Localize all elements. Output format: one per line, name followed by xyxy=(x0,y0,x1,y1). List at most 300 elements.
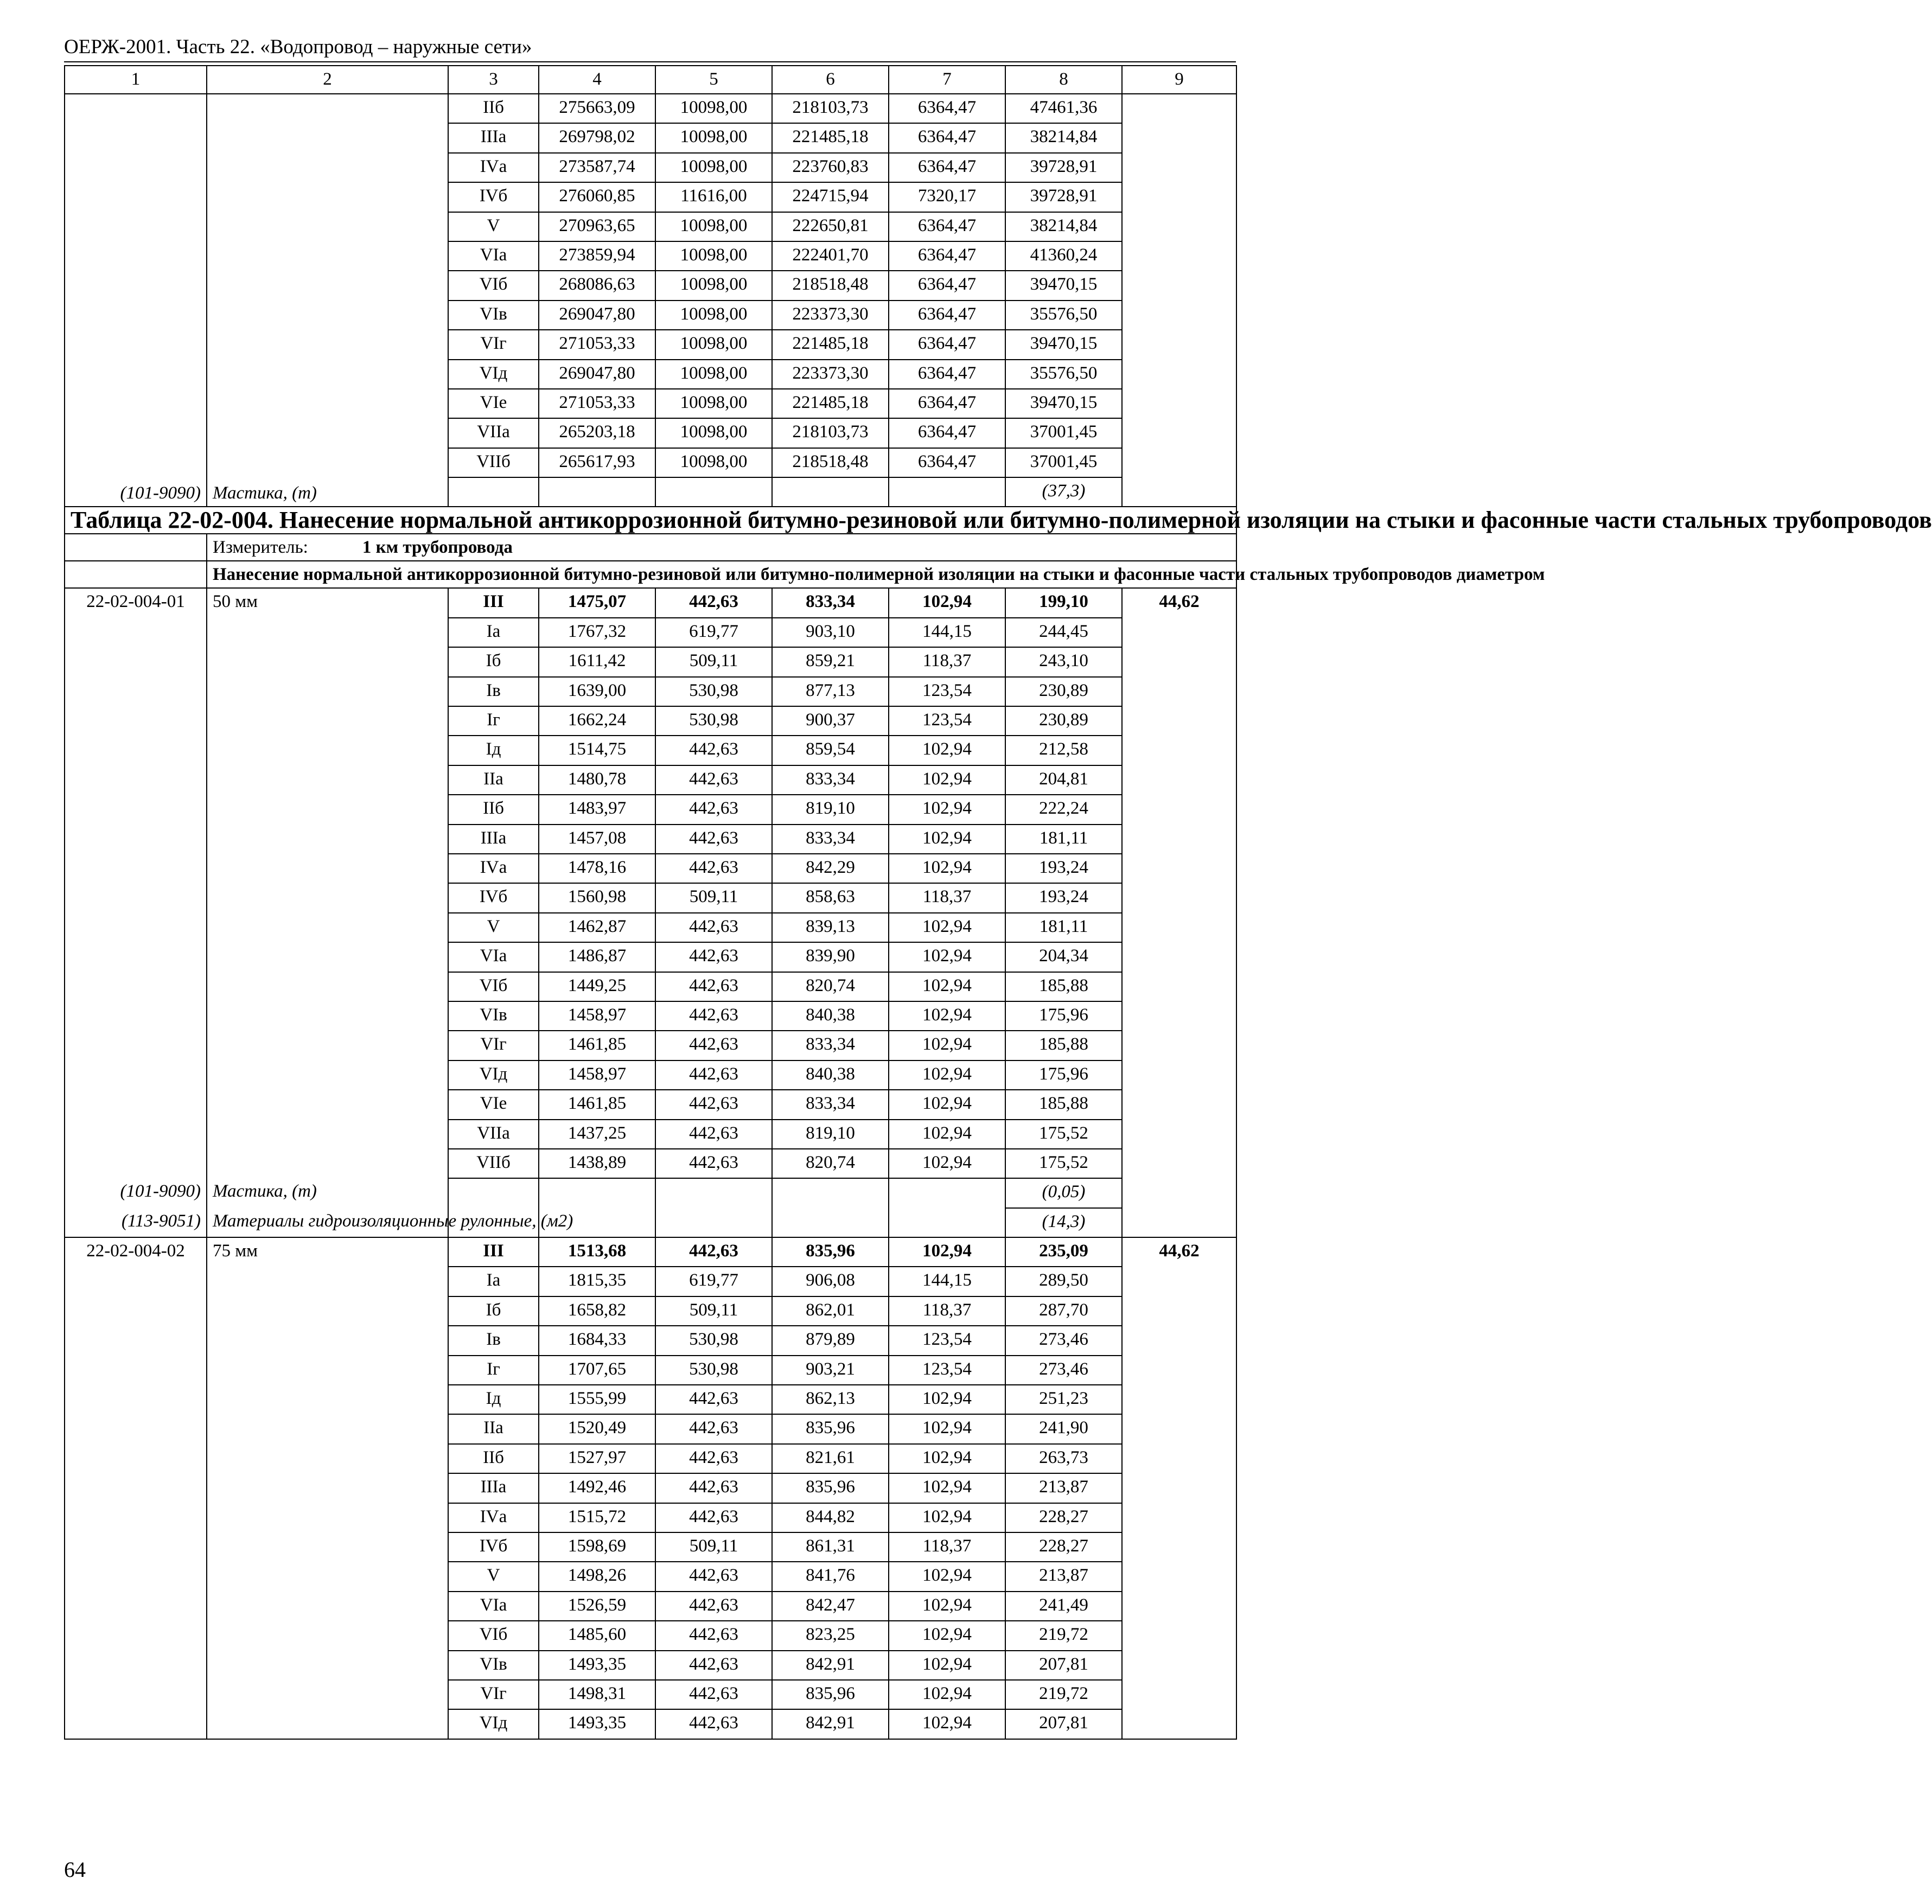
value-cell: 442,63 xyxy=(655,913,772,942)
item-code: 22-02-004-02 xyxy=(65,1237,207,1739)
value-cell: 185,88 xyxy=(1005,972,1122,1001)
value-cell: 11616,00 xyxy=(655,182,772,212)
value-cell: 219,72 xyxy=(1005,1621,1122,1650)
subtitle: Нанесение нормальной антикоррозионной битумно-резиновой или битумно-полимерной изоляции на стыки и фасонные части стальных трубопроводов диаметром xyxy=(207,561,1236,588)
value-cell: 877,13 xyxy=(772,677,889,706)
measure-cell xyxy=(207,534,1236,561)
value-cell: 273,46 xyxy=(1005,1356,1122,1385)
value-cell: 833,34 xyxy=(772,588,889,617)
value-cell: 102,94 xyxy=(889,1090,1005,1119)
page-number: 64 xyxy=(64,1857,86,1882)
value-cell: 442,63 xyxy=(655,1680,772,1709)
zone-code: Iа xyxy=(448,1267,539,1296)
value-cell: 442,63 xyxy=(655,972,772,1001)
value-cell: 223373,30 xyxy=(772,301,889,330)
value-cell: 900,37 xyxy=(772,706,889,736)
zone-code: VIд xyxy=(448,1060,539,1090)
measure-value: 1 км трубопровода xyxy=(362,538,513,558)
value-cell: 241,49 xyxy=(1005,1592,1122,1621)
material-code: (101-9090) xyxy=(65,1178,207,1207)
value-cell: 219,72 xyxy=(1005,1680,1122,1709)
value-cell: 442,63 xyxy=(655,1592,772,1621)
value-cell: 251,23 xyxy=(1005,1385,1122,1414)
value-cell: 230,89 xyxy=(1005,706,1122,736)
value-cell: 1662,24 xyxy=(539,706,655,736)
value-cell: 37001,45 xyxy=(1005,448,1122,477)
empty-cell xyxy=(539,477,655,507)
table-body xyxy=(65,66,1932,1739)
value-cell: 1611,42 xyxy=(539,647,655,676)
value-cell: 230,89 xyxy=(1005,677,1122,706)
value-cell: 442,63 xyxy=(655,1120,772,1149)
material-value: (14,3) xyxy=(1005,1208,1122,1237)
value-cell: 530,98 xyxy=(655,1356,772,1385)
value-cell: 193,24 xyxy=(1005,883,1122,912)
zone-code: VIв xyxy=(448,1651,539,1680)
value-cell: 442,63 xyxy=(655,1562,772,1591)
zone-code: VIе xyxy=(448,389,539,418)
empty-cell xyxy=(889,477,1005,507)
value-cell: 102,94 xyxy=(889,1562,1005,1591)
value-cell: 839,13 xyxy=(772,913,889,942)
value-cell: 844,82 xyxy=(772,1503,889,1532)
value-cell: 276060,85 xyxy=(539,182,655,212)
value-cell: 222650,81 xyxy=(772,212,889,241)
value-cell: 221485,18 xyxy=(772,123,889,152)
value-cell: 181,11 xyxy=(1005,825,1122,854)
price-table xyxy=(64,65,1932,1740)
value-cell: 1475,07 xyxy=(539,588,655,617)
value-cell: 1493,35 xyxy=(539,1651,655,1680)
value-cell: 235,09 xyxy=(1005,1237,1122,1267)
value-cell: 102,94 xyxy=(889,1001,1005,1031)
table-row xyxy=(65,94,1236,123)
value-cell: 102,94 xyxy=(889,765,1005,795)
value-cell: 6364,47 xyxy=(889,418,1005,448)
value-cell: 1461,85 xyxy=(539,1031,655,1060)
zone-code: V xyxy=(448,1562,539,1591)
value-cell: 442,63 xyxy=(655,1473,772,1503)
zone-code: VIв xyxy=(448,1001,539,1031)
value-cell: 35576,50 xyxy=(1005,301,1122,330)
value-cell: 271053,33 xyxy=(539,330,655,359)
value-cell: 906,08 xyxy=(772,1267,889,1296)
value-cell: 244,45 xyxy=(1005,618,1122,647)
column-number: 1 xyxy=(65,66,207,94)
zone-code: V xyxy=(448,913,539,942)
value-cell: 819,10 xyxy=(772,795,889,824)
value-cell: 6364,47 xyxy=(889,271,1005,300)
value-cell: 102,94 xyxy=(889,1680,1005,1709)
value-cell: 1639,00 xyxy=(539,677,655,706)
item-code: 22-02-004-01 xyxy=(65,588,207,1178)
value-cell: 269047,80 xyxy=(539,360,655,389)
column-number: 9 xyxy=(1122,66,1236,94)
value-cell: 839,90 xyxy=(772,942,889,972)
value-cell: 102,94 xyxy=(889,1621,1005,1650)
header-rule xyxy=(64,61,1236,62)
column-9-cell xyxy=(1122,94,1236,507)
value-cell: 102,94 xyxy=(889,1592,1005,1621)
zone-code: Iб xyxy=(448,647,539,676)
zone-code: IVб xyxy=(448,1532,539,1562)
value-cell: 118,37 xyxy=(889,883,1005,912)
value-cell: 835,96 xyxy=(772,1414,889,1443)
value-cell: 861,31 xyxy=(772,1532,889,1562)
value-cell: 118,37 xyxy=(889,1296,1005,1326)
value-cell: 39470,15 xyxy=(1005,389,1122,418)
value-cell: 10098,00 xyxy=(655,153,772,182)
value-cell: 213,87 xyxy=(1005,1473,1122,1503)
value-cell: 273859,94 xyxy=(539,241,655,271)
zone-code: Iв xyxy=(448,1326,539,1355)
value-cell: 840,38 xyxy=(772,1001,889,1031)
value-cell: 10098,00 xyxy=(655,389,772,418)
value-cell: 102,94 xyxy=(889,1385,1005,1414)
column-number-row xyxy=(65,66,1236,94)
zone-code: Iв xyxy=(448,677,539,706)
value-cell: 530,98 xyxy=(655,1326,772,1355)
value-cell: 39728,91 xyxy=(1005,153,1122,182)
value-cell: 243,10 xyxy=(1005,647,1122,676)
zone-code: IIIа xyxy=(448,825,539,854)
value-cell: 442,63 xyxy=(655,1031,772,1060)
value-cell: 39728,91 xyxy=(1005,182,1122,212)
value-cell: 144,15 xyxy=(889,618,1005,647)
zone-code: Iд xyxy=(448,1385,539,1414)
value-cell: 102,94 xyxy=(889,1709,1005,1739)
zone-code: Iб xyxy=(448,1296,539,1326)
subtitle-row xyxy=(65,561,1236,588)
value-cell: 102,94 xyxy=(889,795,1005,824)
zone-code: III xyxy=(448,1237,539,1267)
value-cell: 842,91 xyxy=(772,1651,889,1680)
value-cell: 199,10 xyxy=(1005,588,1122,617)
value-cell: 181,11 xyxy=(1005,913,1122,942)
zone-code: Iг xyxy=(448,1356,539,1385)
table-title: Таблица 22-02-004. Нанесение нормальной антикоррозионной битумно-резиновой или битумно-полимерной изоляции на стыки и фасонные части стальных трубопроводов xyxy=(65,507,1236,534)
value-cell: 1658,82 xyxy=(539,1296,655,1326)
value-cell: 6364,47 xyxy=(889,360,1005,389)
empty-cell xyxy=(772,477,889,507)
value-cell: 102,94 xyxy=(889,1237,1005,1267)
zone-code: VIб xyxy=(448,972,539,1001)
value-cell: 218103,73 xyxy=(772,418,889,448)
value-cell: 118,37 xyxy=(889,1532,1005,1562)
value-cell: 102,94 xyxy=(889,1060,1005,1090)
value-cell: 10098,00 xyxy=(655,301,772,330)
value-cell: 221485,18 xyxy=(772,389,889,418)
value-cell: 38214,84 xyxy=(1005,123,1122,152)
value-cell: 1520,49 xyxy=(539,1414,655,1443)
value-cell: 10098,00 xyxy=(655,360,772,389)
measure-row xyxy=(65,534,1236,561)
value-cell: 6364,47 xyxy=(889,448,1005,477)
value-cell: 442,63 xyxy=(655,1237,772,1267)
value-cell: 1767,32 xyxy=(539,618,655,647)
table-title-row xyxy=(65,507,1236,534)
material-value: (37,3) xyxy=(1005,477,1122,507)
value-cell: 207,81 xyxy=(1005,1651,1122,1680)
value-cell: 218518,48 xyxy=(772,448,889,477)
value-cell: 1485,60 xyxy=(539,1621,655,1650)
zone-code: VIIа xyxy=(448,1120,539,1149)
value-cell: 38214,84 xyxy=(1005,212,1122,241)
value-cell: 10098,00 xyxy=(655,212,772,241)
value-cell: 269798,02 xyxy=(539,123,655,152)
value-cell: 1555,99 xyxy=(539,1385,655,1414)
value-cell: 289,50 xyxy=(1005,1267,1122,1296)
value-cell: 287,70 xyxy=(1005,1296,1122,1326)
value-cell: 823,25 xyxy=(772,1621,889,1650)
zone-code: IIIа xyxy=(448,123,539,152)
value-cell: 1560,98 xyxy=(539,883,655,912)
value-cell: 123,54 xyxy=(889,677,1005,706)
value-cell: 204,81 xyxy=(1005,765,1122,795)
zone-code: VIб xyxy=(448,271,539,300)
value-cell: 175,96 xyxy=(1005,1060,1122,1090)
value-cell: 862,13 xyxy=(772,1385,889,1414)
empty-cell xyxy=(655,1178,772,1237)
value-cell: 835,96 xyxy=(772,1473,889,1503)
value-cell: 222401,70 xyxy=(772,241,889,271)
value-cell: 102,94 xyxy=(889,1503,1005,1532)
value-cell: 1458,97 xyxy=(539,1001,655,1031)
value-cell: 509,11 xyxy=(655,1296,772,1326)
empty-cell xyxy=(65,534,207,561)
value-cell: 442,63 xyxy=(655,825,772,854)
value-cell: 442,63 xyxy=(655,795,772,824)
value-cell: 263,73 xyxy=(1005,1444,1122,1473)
value-cell: 118,37 xyxy=(889,647,1005,676)
zone-code: IIIа xyxy=(448,1473,539,1503)
value-cell: 1707,65 xyxy=(539,1356,655,1385)
value-cell: 175,52 xyxy=(1005,1149,1122,1178)
value-cell: 102,94 xyxy=(889,1444,1005,1473)
value-cell: 228,27 xyxy=(1005,1532,1122,1562)
value-cell: 213,87 xyxy=(1005,1562,1122,1591)
value-cell: 842,91 xyxy=(772,1709,889,1739)
value-cell: 175,96 xyxy=(1005,1001,1122,1031)
table-row xyxy=(65,588,1236,617)
value-cell: 35576,50 xyxy=(1005,360,1122,389)
column-9-cell: 44,62 xyxy=(1122,1237,1236,1739)
value-cell: 6364,47 xyxy=(889,301,1005,330)
value-cell: 10098,00 xyxy=(655,330,772,359)
value-cell: 509,11 xyxy=(655,883,772,912)
value-cell: 270963,65 xyxy=(539,212,655,241)
value-cell: 833,34 xyxy=(772,825,889,854)
value-cell: 442,63 xyxy=(655,736,772,765)
value-cell: 835,96 xyxy=(772,1680,889,1709)
value-cell: 858,63 xyxy=(772,883,889,912)
zone-code: VIа xyxy=(448,1592,539,1621)
value-cell: 442,63 xyxy=(655,1001,772,1031)
value-cell: 185,88 xyxy=(1005,1090,1122,1119)
value-cell: 1438,89 xyxy=(539,1149,655,1178)
value-cell: 833,34 xyxy=(772,1031,889,1060)
value-cell: 442,63 xyxy=(655,1414,772,1443)
item-name: 75 мм xyxy=(207,1237,448,1739)
zone-code: VIд xyxy=(448,1709,539,1739)
value-cell: 10098,00 xyxy=(655,271,772,300)
value-cell: 903,21 xyxy=(772,1356,889,1385)
value-cell: 1513,68 xyxy=(539,1237,655,1267)
page-header: ОЕРЖ-2001. Часть 22. «Водопровод – наружные сети» xyxy=(64,36,532,58)
column-number: 4 xyxy=(539,66,655,94)
zone-code: VIб xyxy=(448,1621,539,1650)
value-cell: 879,89 xyxy=(772,1326,889,1355)
value-cell: 1461,85 xyxy=(539,1090,655,1119)
value-cell: 123,54 xyxy=(889,706,1005,736)
value-cell: 102,94 xyxy=(889,854,1005,883)
value-cell: 41360,24 xyxy=(1005,241,1122,271)
value-cell: 442,63 xyxy=(655,942,772,972)
value-cell: 1515,72 xyxy=(539,1503,655,1532)
value-cell: 212,58 xyxy=(1005,736,1122,765)
value-cell: 218103,73 xyxy=(772,94,889,123)
material-name: Мастика, (т) xyxy=(207,94,448,507)
value-cell: 102,94 xyxy=(889,1651,1005,1680)
value-cell: 37001,45 xyxy=(1005,418,1122,448)
value-cell: 269047,80 xyxy=(539,301,655,330)
value-cell: 223760,83 xyxy=(772,153,889,182)
material-code: (113-9051) xyxy=(65,1208,207,1237)
measure-label: Измеритель: xyxy=(213,538,308,558)
material-value: (0,05) xyxy=(1005,1178,1122,1207)
zone-code: VIа xyxy=(448,241,539,271)
value-cell: 6364,47 xyxy=(889,330,1005,359)
value-cell: 6364,47 xyxy=(889,94,1005,123)
value-cell: 841,76 xyxy=(772,1562,889,1591)
value-cell: 1437,25 xyxy=(539,1120,655,1149)
value-cell: 442,63 xyxy=(655,1385,772,1414)
value-cell: 1486,87 xyxy=(539,942,655,972)
material-code: (101-9090) xyxy=(65,94,207,507)
value-cell: 10098,00 xyxy=(655,418,772,448)
column-number: 7 xyxy=(889,66,1005,94)
zone-code: III xyxy=(448,588,539,617)
value-cell: 204,34 xyxy=(1005,942,1122,972)
value-cell: 102,94 xyxy=(889,972,1005,1001)
zone-code: IIа xyxy=(448,765,539,795)
value-cell: 442,63 xyxy=(655,588,772,617)
column-number: 8 xyxy=(1005,66,1122,94)
zone-code: V xyxy=(448,212,539,241)
zone-code: IIа xyxy=(448,1414,539,1443)
value-cell: 835,96 xyxy=(772,1237,889,1267)
value-cell: 39470,15 xyxy=(1005,330,1122,359)
value-cell: 840,38 xyxy=(772,1060,889,1090)
value-cell: 265203,18 xyxy=(539,418,655,448)
zone-code: VIг xyxy=(448,1031,539,1060)
value-cell: 102,94 xyxy=(889,1031,1005,1060)
value-cell: 218518,48 xyxy=(772,271,889,300)
value-cell: 39470,15 xyxy=(1005,271,1122,300)
value-cell: 442,63 xyxy=(655,1651,772,1680)
value-cell: 442,63 xyxy=(655,1149,772,1178)
value-cell: 442,63 xyxy=(655,1060,772,1090)
value-cell: 1483,97 xyxy=(539,795,655,824)
column-number: 6 xyxy=(772,66,889,94)
value-cell: 6364,47 xyxy=(889,123,1005,152)
value-cell: 265617,93 xyxy=(539,448,655,477)
value-cell: 268086,63 xyxy=(539,271,655,300)
value-cell: 193,24 xyxy=(1005,854,1122,883)
value-cell: 175,52 xyxy=(1005,1120,1122,1149)
zone-code: Iг xyxy=(448,706,539,736)
empty-cell xyxy=(655,477,772,507)
value-cell: 221485,18 xyxy=(772,330,889,359)
value-cell: 442,63 xyxy=(655,1444,772,1473)
value-cell: 1478,16 xyxy=(539,854,655,883)
value-cell: 273,46 xyxy=(1005,1326,1122,1355)
empty-cell xyxy=(65,561,207,588)
value-cell: 1514,75 xyxy=(539,736,655,765)
value-cell: 47461,36 xyxy=(1005,94,1122,123)
zone-code: IIб xyxy=(448,94,539,123)
value-cell: 442,63 xyxy=(655,1090,772,1119)
value-cell: 1492,46 xyxy=(539,1473,655,1503)
zone-code: IVб xyxy=(448,182,539,212)
value-cell: 819,10 xyxy=(772,1120,889,1149)
table-row xyxy=(65,1237,1236,1267)
zone-code: IVб xyxy=(448,883,539,912)
value-cell: 509,11 xyxy=(655,647,772,676)
value-cell: 123,54 xyxy=(889,1356,1005,1385)
zone-code: IVа xyxy=(448,153,539,182)
material-name: Мастика, (т) xyxy=(207,1178,448,1207)
zone-code: VIг xyxy=(448,1680,539,1709)
value-cell: 842,29 xyxy=(772,854,889,883)
value-cell: 833,34 xyxy=(772,765,889,795)
value-cell: 509,11 xyxy=(655,1532,772,1562)
material-name: Материалы гидроизоляционные рулонные, (м2) xyxy=(207,1208,448,1237)
value-cell: 102,94 xyxy=(889,736,1005,765)
value-cell: 442,63 xyxy=(655,765,772,795)
value-cell: 530,98 xyxy=(655,706,772,736)
column-9-cell: 44,62 xyxy=(1122,588,1236,1237)
value-cell: 6364,47 xyxy=(889,389,1005,418)
value-cell: 903,10 xyxy=(772,618,889,647)
zone-code: IIб xyxy=(448,795,539,824)
value-cell: 102,94 xyxy=(889,1120,1005,1149)
value-cell: 223373,30 xyxy=(772,360,889,389)
zone-code: VIIа xyxy=(448,418,539,448)
value-cell: 821,61 xyxy=(772,1444,889,1473)
value-cell: 1684,33 xyxy=(539,1326,655,1355)
value-cell: 241,90 xyxy=(1005,1414,1122,1443)
value-cell: 859,54 xyxy=(772,736,889,765)
zone-code: VIIб xyxy=(448,1149,539,1178)
value-cell: 442,63 xyxy=(655,1503,772,1532)
value-cell: 6364,47 xyxy=(889,153,1005,182)
value-cell: 222,24 xyxy=(1005,795,1122,824)
value-cell: 842,47 xyxy=(772,1592,889,1621)
zone-code: Iд xyxy=(448,736,539,765)
value-cell: 1527,97 xyxy=(539,1444,655,1473)
empty-cell xyxy=(772,1178,889,1237)
value-cell: 820,74 xyxy=(772,1149,889,1178)
value-cell: 442,63 xyxy=(655,1621,772,1650)
value-cell: 123,54 xyxy=(889,1326,1005,1355)
value-cell: 10098,00 xyxy=(655,448,772,477)
value-cell: 619,77 xyxy=(655,618,772,647)
column-number: 2 xyxy=(207,66,448,94)
zone-code: VIIб xyxy=(448,448,539,477)
value-cell: 530,98 xyxy=(655,677,772,706)
value-cell: 1449,25 xyxy=(539,972,655,1001)
